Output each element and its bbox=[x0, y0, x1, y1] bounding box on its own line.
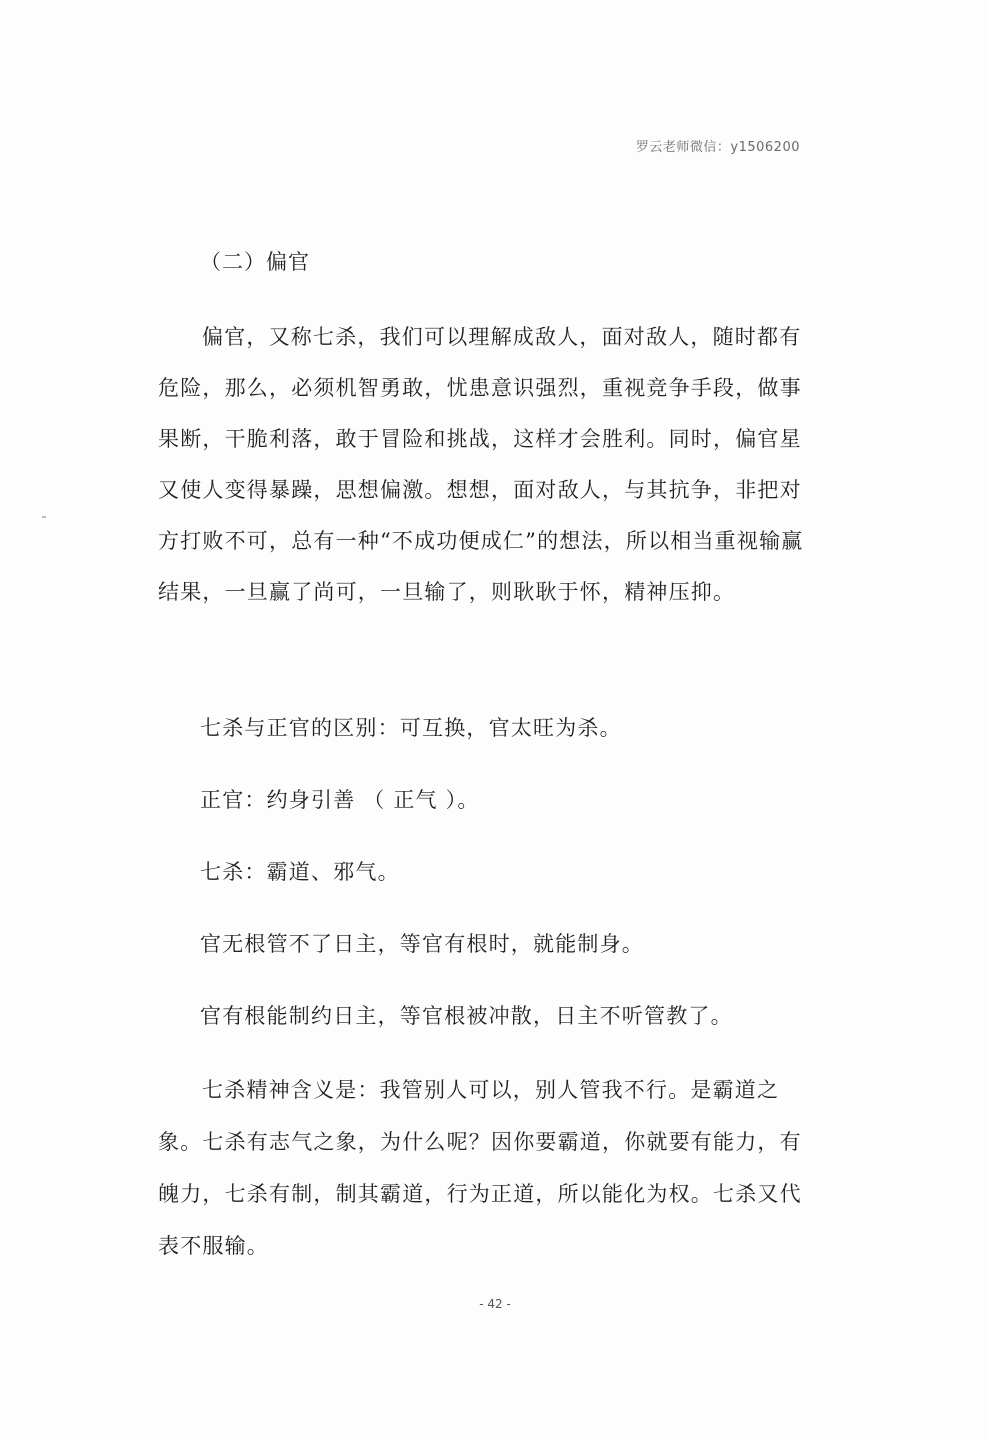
page-number: - 42 - bbox=[479, 1297, 511, 1311]
section-paragraph bbox=[158, 312, 818, 618]
note-line-1: 七杀与正官的区别：可互换，官太旺为杀。 bbox=[200, 716, 622, 740]
closing-paragraph bbox=[158, 1064, 818, 1272]
scan-artifact bbox=[42, 516, 46, 518]
header-note: 罗云老师微信：y1506200 bbox=[635, 140, 800, 155]
note-line-4: 官无根管不了日主，等官有根时，就能制身。 bbox=[200, 932, 644, 956]
note-line-5: 官有根能制约日主，等官根被冲散，日主不听管教了。 bbox=[200, 1004, 733, 1028]
section-heading: （二）偏官 bbox=[200, 250, 310, 274]
closing-paragraph-text: 七杀精神含义是：我管别人可以，别人管我不行。是霸道之象。七杀有志气之象，为什么呢？因你要霸道，你就要有能力，有魄力，七杀有制，制其霸道，行为正道，所以能化为权。七杀又代表不服输。 bbox=[158, 1078, 802, 1258]
note-line-3: 七杀：霸道、邪气。 bbox=[200, 860, 400, 884]
section-paragraph-text: 偏官，又称七杀，我们可以理解成敌人，面对敌人，随时都有危险，那么，必须机智勇敢，忧患意识强烈，重视竞争手段，做事果断，干脆利落，敢于冒险和挑战，这样才会胜利。同时，偏官星又使人变得暴躁，思想偏激。想想，面对敌人，与其抗争，非把对方打败不可，总有一种“不成功便成仁”的想法，所以相当重视输赢结果，一旦赢了尚可，一旦输了，则耿耿于怀，精神压抑。 bbox=[158, 325, 804, 604]
note-line-2: 正官：约身引善 （ 正气 ）。 bbox=[200, 788, 480, 812]
